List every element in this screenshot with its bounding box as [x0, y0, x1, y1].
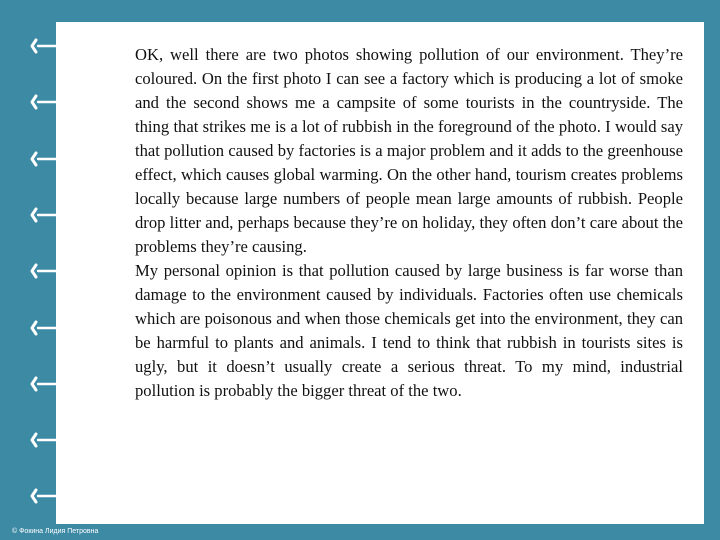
binder-ring-icon — [28, 149, 98, 169]
binder-ring-icon — [28, 261, 98, 281]
paragraph-1: OK, well there are two photos showing pollution of our environment. They’re coloured. On the first photo I can see a factory which is producing a lot of smoke and the second shows me a campsite of some tourists in the countryside. The thing that strikes me is a lot of rubbish in the foreground of the photo. I would say that pollution caused by factories is a major problem and it adds to the greenhouse effect, which causes global warming. On the other hand, tourism creates problems locally because large numbers of people mean large amounts of rubbish. People drop litter and, perhaps because they’re on holiday, they often don’t care about the problems they’re causing. — [135, 45, 683, 256]
binder-ring-icon — [28, 430, 98, 450]
binder-ring-icon — [28, 318, 98, 338]
binder-ring-icon — [28, 205, 98, 225]
binder-ring-icon — [28, 92, 98, 112]
body-text — [135, 43, 683, 403]
binder-ring-icon — [28, 486, 98, 506]
binder-rings — [0, 0, 120, 540]
binder-ring-icon — [28, 36, 98, 56]
paragraph-2: My personal opinion is that pollution caused by large business is far worse than damage to the environment caused by individuals. Factories often use chemicals which are poisonous and when those chemicals get into the environment, they can be harmful to plants and animals. I tend to think that rubbish in tourists sites is ugly, but it doesn’t usually create a serious threat. To my mind, industrial pollution is probably the bigger threat of the two. — [135, 261, 683, 400]
binder-ring-icon — [28, 374, 98, 394]
author-credit: © Фокина Лидия Петровна — [12, 528, 99, 535]
